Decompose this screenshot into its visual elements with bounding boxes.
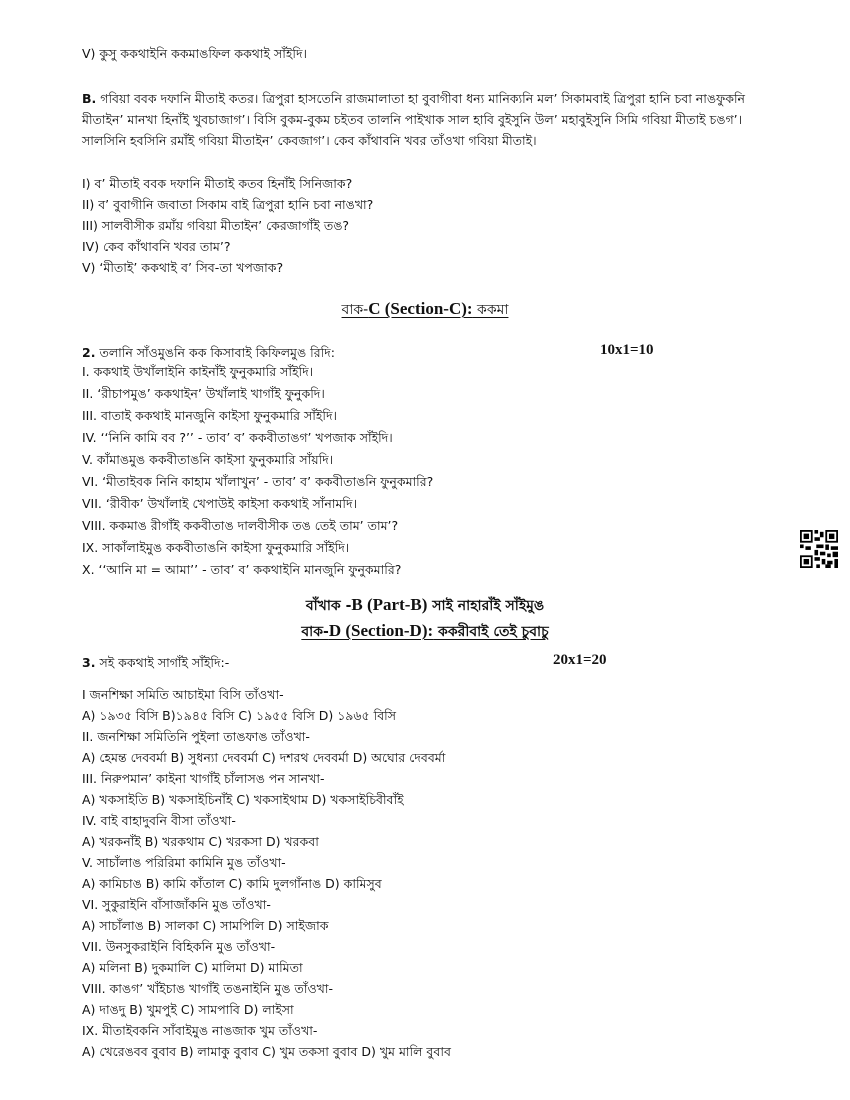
question-3 (82, 654, 229, 672)
section-c-item: IX. সাকাঁলাইমুঙ ককবীতাঙনি কাইসা ফুনুকমারি সাঁইদি। (82, 540, 350, 555)
section-c-heading-prefix: বাক- (341, 302, 369, 318)
passage-b-label: B. (82, 91, 97, 106)
passage-b-text: গবিয়া ববক দফানি মীতাই কতর। ত্রিপুরা হাসতেনি রাজমালাতা হা বুবাগীবা ধন্য মানিক্যনি মল’ সিকামবাই ত্রিপুরা হানি চবা নাঙফুকনি মীতাইন’ মানখা হিনাঁই খুবচাজাগ’। বিসি বুকম-বুকম চইতব তালনি পাইখাক সাল হাবি বুইসুনি উল’ মহাবুইসুনি সিমি গবিয়া মীতাই চঙগ’। সালসিনি হবসিনি রমাঁই গবিয়া মীতাইন’ কেবজাগ’। কেব কাঁথাবনি খবর তাঁওখা গবিয়া মীতাই। (82, 91, 745, 148)
section-c-item: I. ককথাই উখাঁলাইনি কাইনাঁই ফুনুকমারি সাঁইদি। (82, 364, 314, 379)
mcq-question: VIII. কাঙগ’ খাঁইচাঙ খাগাঁই তঙনাইনি মুঙ তাঁওখা- (82, 981, 333, 996)
section-c-item: VI. ‘মীতাইবক নিনি কাহাম খাঁলাখুন’ - তাব’ ব’ ককবীতাঙনি ফুনুকমারি? (82, 474, 434, 489)
mcq-options: A) হেমন্ত দেববর্মা B) সুধন্যা দেববর্মা C) দশরথ দেববর্মা D) অঘোর দেববর্মা (82, 750, 446, 765)
section-c-item: V. কাঁমাঙমুঙ ককবীতাঙনি কাইসা ফুনুকমারি সাঁয়দি। (82, 452, 334, 467)
passage-b-question: I) ব’ মীতাই ববক দফানি মীতাই কতব হিনাঁই সিনিজাক? (82, 176, 353, 191)
qr-code-icon (800, 530, 838, 568)
question-v-line: V) কুসু ককথাইনি ককমাঙফিল ককথাই সাঁইদি। (82, 46, 308, 61)
section-c-heading-en: C (Section-C): (368, 299, 473, 318)
section-c-item: IV. ‘‘নিনি কামি বব ?’’ - তাব’ ব’ ককবীতাঙগ’ খপজাক সাঁইদি। (82, 430, 393, 445)
mcq-question: IX. মীতাইবকনি সাঁবাইমুঙ নাঙজাক খুম তাঁওখা- (82, 1023, 318, 1038)
mcq-question: V. সাচাঁলাঙ পরিরিমা কামিনি মুঙ তাঁওখা- (82, 855, 286, 870)
section-c-item: VIII. ককমাঙ রীগাঁই ককবীতাঙ দালবীসীক তঙ তেই তাম’ তাম’? (82, 518, 399, 533)
section-c-item: III. বাতাই ককথাই মানজুনি কাইসা ফুনুকমারি সাঁইদি। (82, 408, 338, 423)
section-c-item: VII. ‘রীবীক’ উখাঁলাই খেপাউই কাইসা ককথাই সাঁনামদি। (82, 496, 358, 511)
passage-b-question: IV) কেব কাঁথাবনি খবর তাম’? (82, 239, 231, 254)
mcq-options: A) ১৯৩৫ বিসি B)১৯৪৫ বিসি C) ১৯৫৫ বিসি D) ১৯৬৫ বিসি (82, 708, 396, 723)
section-d-heading-suffix: ককরীবাই তেই চুবাচু (433, 624, 549, 640)
passage-b-question: III) সালবীসীক রমাঁয় গবিয়া মীতাইন’ কেরজাগাঁই তঙ? (82, 218, 350, 233)
section-c-heading-suffix: ককমা (472, 302, 509, 318)
question-2-label: 2. (82, 345, 96, 360)
mcq-question: VI. সুকুরাইনি বাঁসাজাঁকনি মুঙ তাঁওখা- (82, 897, 271, 912)
mcq-question: II. জনশিক্ষা সমিতিনি পুইলা তাঙফাঙ তাঁওখা- (82, 729, 310, 744)
question-2-text: তলানি সাঁওমুঙনি কক কিসাবাই কিফিলমুঙ রিদি: (99, 345, 335, 360)
part-b-heading-en: B (Part-B) (351, 595, 428, 614)
mcq-question: III. নিরুপমান’ কাইনা খাগাঁই চাঁলাসঙ পন সানখা- (82, 771, 325, 786)
passage-b-question: II) ব’ বুবাগীনি জবাতা সিকাম বাই ত্রিপুরা হানি চবা নাঙখা? (82, 197, 374, 212)
mcq-question: I জনশিক্ষা সমিতি আচাইমা বিসি তাঁওখা- (82, 687, 284, 702)
section-d-heading (0, 620, 850, 644)
passage-b (82, 88, 772, 151)
part-b-heading-suffix: সাই নাহারাঁই সাঁইমুঙ (427, 598, 545, 614)
mcq-question: IV. বাই বাহাদুবনি বীসা তাঁওখা- (82, 813, 236, 828)
section-c-item: II. ‘রীচাপমুঙ’ ককথাইন’ উখাঁলাই খাগাঁই ফুনুকদি। (82, 386, 325, 401)
question-2 (82, 344, 335, 362)
mcq-options: A) কামিচাঙ B) কামি কাঁতাল C) কামি দুলগাঁনাঙ D) কামিসুব (82, 876, 382, 891)
mcq-options: A) মলিনা B) দুকমালি C) মালিমা D) মামিতা (82, 960, 303, 975)
section-c-heading (0, 298, 850, 322)
part-b-heading-prefix: বাঁখাক - (305, 598, 352, 614)
section-c-item: X. ‘‘আনি মা = আমা’’ - তাব’ ব’ ককথাইনি মানজুনি ফুনুকমারি? (82, 562, 402, 577)
question-3-marks: 20x1=20 (553, 652, 607, 668)
mcq-options: A) খেরেঙবব বুবাব B) লামাকু বুবাব C) খুম তকসা বুবাব D) খুম মালি বুবাব (82, 1044, 451, 1059)
question-3-text: সই ককথাই সাগাঁই সাঁইদি:- (99, 655, 230, 670)
mcq-question: VII. উনসুকরাইনি বিহিকনি মুঙ তাঁওখা- (82, 939, 276, 954)
section-d-heading-prefix: বাক- (301, 624, 329, 640)
section-d-heading-en: D (Section-D): (328, 621, 434, 640)
mcq-options: A) দাঙদু B) খুমপুই C) সামপাবি D) লাইসা (82, 1002, 294, 1017)
mcq-options: A) সাচাঁলাঙ B) সালকা C) সামপিলি D) সাইজাক (82, 918, 329, 933)
mcq-options: A) খকসাইতি B) খকসাইচিনাঁই C) খকসাইথাম D) খকসাইচিবীবাঁই (82, 792, 404, 807)
question-2-marks: 10x1=10 (600, 342, 654, 358)
passage-b-question: V) ‘মীতাই’ ককথাই ব’ সিব-তা খপজাক? (82, 260, 284, 275)
question-3-label: 3. (82, 655, 96, 670)
mcq-options: A) খরকনাঁই B) খরকথাম C) খরকসা D) খরকবা (82, 834, 319, 849)
part-b-heading (0, 594, 850, 618)
